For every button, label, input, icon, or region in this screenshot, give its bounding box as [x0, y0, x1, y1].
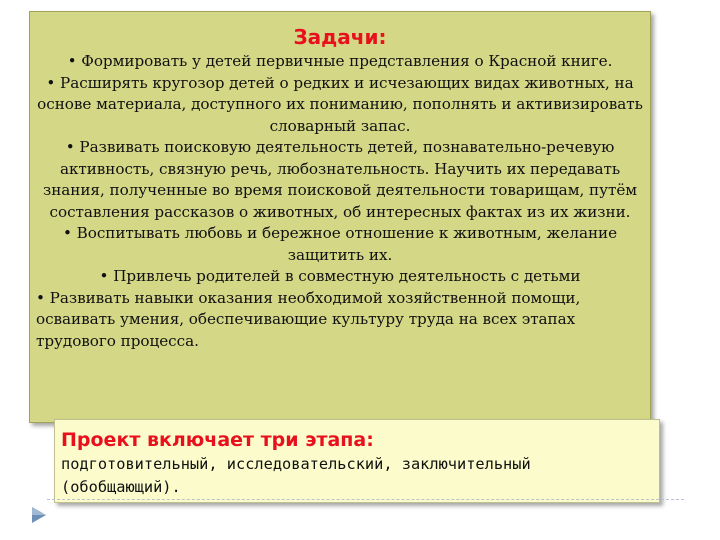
tasks-list: [36, 51, 644, 352]
task-item-extra: • Развивать навыки оказания необходимой хозяйственной помощи, осваивать умения, обеспечивающие культуру труда на всех этапах трудового процесса.: [36, 288, 581, 350]
tasks-title: Задачи:: [293, 25, 387, 49]
task-item: • Воспитывать любовь и бережное отношение к животным, желание защитить их.: [62, 224, 618, 264]
slide-divider: [47, 499, 684, 500]
task-item: • Развивать поисковую деятельность детей, познавательно-речевую активность, связную речь, любознательность. Научить их передавать знания, полученные во время поисковой деятельности товарищам, путём составления рассказов о животных, об интересных фактах из их жизни.: [42, 138, 638, 221]
task-item: • Расширять кругозор детей о редких и исчезающих видах животных, на основе материала, доступного их пониманию, пополнять и активизировать словарный запас.: [37, 73, 643, 135]
stages-box: [54, 419, 660, 503]
tasks-box: [29, 11, 651, 423]
stages-title: Проект включает три этапа:: [61, 429, 374, 451]
triangle-right-icon[interactable]: [30, 505, 48, 525]
task-item: • Формировать у детей первичные представления о Красной книге.: [67, 52, 613, 70]
stages-text: подготовительный, исследовательский, заключительный (обобщающий).: [61, 455, 531, 496]
task-item: • Привлечь родителей в совместную деятельность с детьми: [99, 267, 581, 285]
